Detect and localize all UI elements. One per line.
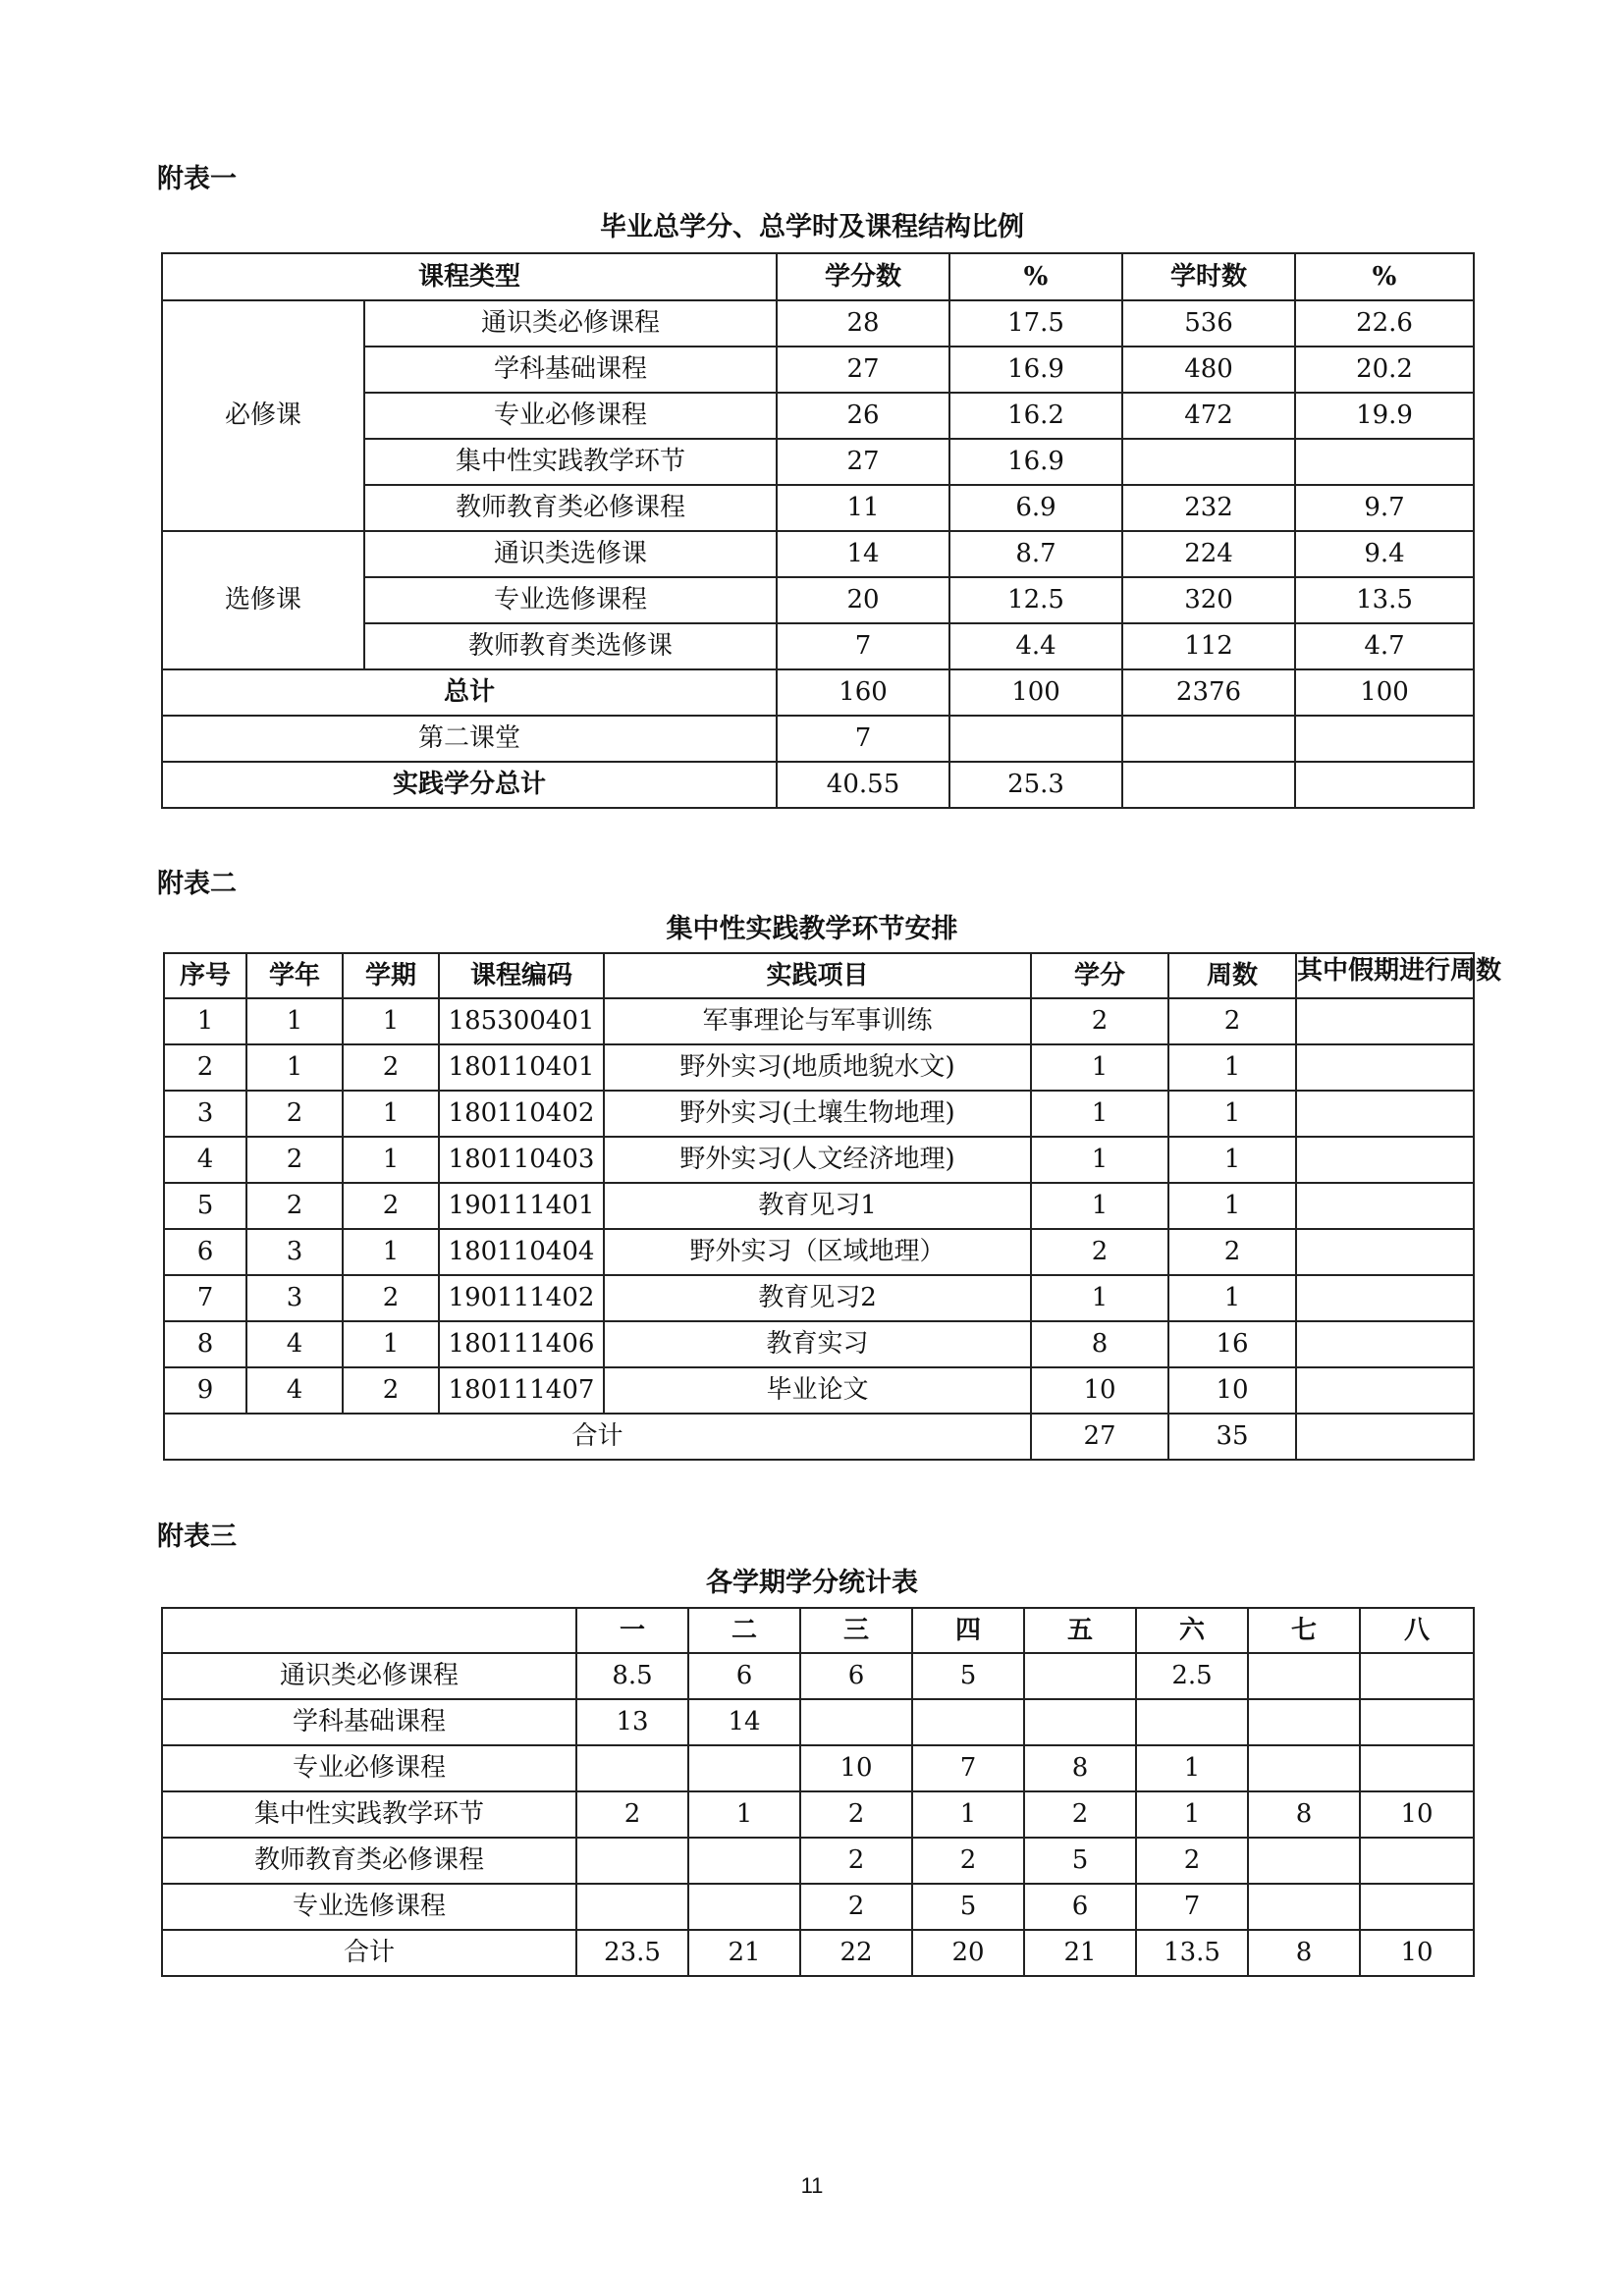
semester-credit-cell: 7 [1136, 1884, 1248, 1930]
semester-credit-cell [912, 1699, 1024, 1745]
header-weeks: 周数 [1168, 953, 1296, 998]
header-hour-percent: % [1295, 253, 1474, 300]
semester-credit-cell: 23.5 [576, 1930, 688, 1976]
holiday-weeks-cell [1296, 1044, 1474, 1091]
credit-percent-cell: 4.4 [949, 623, 1122, 669]
semester-credit-cell [800, 1699, 912, 1745]
semester-cell: 2 [343, 1275, 439, 1321]
semester-cell: 2 [343, 1367, 439, 1414]
credit-percent-cell: 100 [949, 669, 1122, 716]
hour-percent-cell: 20.2 [1295, 347, 1474, 393]
semester-credit-cell: 6 [800, 1653, 912, 1699]
table-row [164, 998, 1474, 1044]
table-row [164, 1044, 1474, 1091]
credits-cell: 7 [777, 623, 949, 669]
course-group-cell: 选修课 [162, 531, 364, 669]
credits-cell: 11 [777, 485, 949, 531]
header-semester-4: 四 [912, 1608, 1024, 1653]
weeks-cell: 1 [1168, 1091, 1296, 1137]
hours-cell: 536 [1122, 300, 1295, 347]
semester-credit-table [161, 1607, 1475, 1977]
header-index: 序号 [164, 953, 246, 998]
credits-cell: 27 [777, 439, 949, 485]
credits-cell: 2 [1031, 998, 1168, 1044]
header-semester-8: 八 [1360, 1608, 1474, 1653]
weeks-cell: 2 [1168, 1229, 1296, 1275]
semester-credit-cell [688, 1838, 800, 1884]
course-category-cell: 专业选修课程 [162, 1884, 576, 1930]
header-blank [162, 1608, 576, 1653]
table-row [162, 1838, 1474, 1884]
holiday-weeks-cell [1296, 1367, 1474, 1414]
holiday-weeks-cell [1296, 1137, 1474, 1183]
credits-cell: 27 [777, 347, 949, 393]
table-row [162, 1884, 1474, 1930]
credit-percent-cell: 6.9 [949, 485, 1122, 531]
credit-percent-cell [949, 716, 1122, 762]
practice-item-cell: 野外实习(土壤生物地理) [604, 1091, 1031, 1137]
appendix-2-label: 附表二 [157, 869, 237, 899]
semester-credit-cell: 13.5 [1136, 1930, 1248, 1976]
course-name-cell: 集中性实践教学环节 [364, 439, 777, 485]
semester-credit-cell: 21 [688, 1930, 800, 1976]
hour-percent-cell: 9.7 [1295, 485, 1474, 531]
semester-credit-cell: 2 [576, 1791, 688, 1838]
header-course-code: 课程编码 [439, 953, 604, 998]
summary-row [162, 669, 1474, 716]
course-code-cell: 180110402 [439, 1091, 604, 1137]
year-cell: 2 [246, 1137, 343, 1183]
hour-percent-cell: 19.9 [1295, 393, 1474, 439]
header-credits: 学分数 [777, 253, 949, 300]
semester-credit-cell: 1 [912, 1791, 1024, 1838]
semester-credit-cell: 2 [800, 1791, 912, 1838]
header-semester-1: 一 [576, 1608, 688, 1653]
hours-cell: 112 [1122, 623, 1295, 669]
course-name-cell: 学科基础课程 [364, 347, 777, 393]
course-group-cell: 必修课 [162, 300, 364, 531]
summary-label-cell: 第二课堂 [162, 716, 777, 762]
credit-percent-cell: 8.7 [949, 531, 1122, 577]
semester-credit-cell: 1 [1136, 1791, 1248, 1838]
credits-cell: 1 [1031, 1044, 1168, 1091]
table-row [162, 1745, 1474, 1791]
table-row [164, 1275, 1474, 1321]
credits-cell: 2 [1031, 1229, 1168, 1275]
weeks-cell: 10 [1168, 1367, 1296, 1414]
header-semester: 学期 [343, 953, 439, 998]
practice-item-cell: 教育见习2 [604, 1275, 1031, 1321]
semester-credit-cell [1360, 1884, 1474, 1930]
year-cell: 1 [246, 998, 343, 1044]
semester-cell: 2 [343, 1183, 439, 1229]
practice-item-cell: 毕业论文 [604, 1367, 1031, 1414]
semester-credit-cell [1360, 1838, 1474, 1884]
semester-credit-cell [1248, 1838, 1360, 1884]
credits-cell: 1 [1031, 1137, 1168, 1183]
index-cell: 5 [164, 1183, 246, 1229]
table-row [162, 1791, 1474, 1838]
hour-percent-cell: 22.6 [1295, 300, 1474, 347]
semester-credit-cell: 8 [1248, 1930, 1360, 1976]
practice-item-cell: 教育实习 [604, 1321, 1031, 1367]
semester-credit-cell: 5 [1024, 1838, 1136, 1884]
credits-cell: 1 [1031, 1183, 1168, 1229]
semester-credit-cell: 13 [576, 1699, 688, 1745]
header-credits: 学分 [1031, 953, 1168, 998]
hour-percent-cell [1295, 716, 1474, 762]
header-semester-3: 三 [800, 1608, 912, 1653]
credits-cell: 8 [1031, 1321, 1168, 1367]
table-row [164, 1091, 1474, 1137]
course-code-cell: 190111402 [439, 1275, 604, 1321]
header-year: 学年 [246, 953, 343, 998]
semester-credit-cell: 1 [688, 1791, 800, 1838]
weeks-cell: 16 [1168, 1321, 1296, 1367]
credits-cell: 1 [1031, 1275, 1168, 1321]
hours-cell [1122, 762, 1295, 808]
year-cell: 2 [246, 1183, 343, 1229]
hours-cell: 224 [1122, 531, 1295, 577]
course-code-cell: 180110401 [439, 1044, 604, 1091]
semester-credit-cell: 2 [800, 1884, 912, 1930]
index-cell: 9 [164, 1367, 246, 1414]
holiday-weeks-cell [1296, 998, 1474, 1044]
table-row [164, 1137, 1474, 1183]
semester-cell: 1 [343, 1321, 439, 1367]
semester-credit-cell [688, 1884, 800, 1930]
header-semester-6: 六 [1136, 1608, 1248, 1653]
semester-credit-cell: 14 [688, 1699, 800, 1745]
header-semester-7: 七 [1248, 1608, 1360, 1653]
year-cell: 4 [246, 1367, 343, 1414]
weeks-cell: 35 [1168, 1414, 1296, 1460]
course-code-cell: 180110403 [439, 1137, 604, 1183]
holiday-weeks-cell [1296, 1183, 1474, 1229]
table-row [164, 1229, 1474, 1275]
credit-percent-cell: 16.2 [949, 393, 1122, 439]
holiday-weeks-cell [1296, 1229, 1474, 1275]
table-1-title: 毕业总学分、总学时及课程结构比例 [600, 212, 1024, 242]
semester-credit-cell: 20 [912, 1930, 1024, 1976]
header-row [162, 1608, 1474, 1653]
credits-cell: 20 [777, 577, 949, 623]
course-name-cell: 教师教育类选修课 [364, 623, 777, 669]
semester-cell: 2 [343, 1044, 439, 1091]
hour-percent-cell [1295, 439, 1474, 485]
semester-cell: 1 [343, 1137, 439, 1183]
credit-percent-cell: 12.5 [949, 577, 1122, 623]
weeks-cell: 1 [1168, 1275, 1296, 1321]
credits-cell: 40.55 [777, 762, 949, 808]
semester-credit-cell: 2 [800, 1838, 912, 1884]
hours-cell: 472 [1122, 393, 1295, 439]
semester-credit-cell: 2.5 [1136, 1653, 1248, 1699]
hours-cell [1122, 439, 1295, 485]
semester-cell: 1 [343, 998, 439, 1044]
course-category-cell: 通识类必修课程 [162, 1653, 576, 1699]
year-cell: 4 [246, 1321, 343, 1367]
practice-item-cell: 教育见习1 [604, 1183, 1031, 1229]
semester-credit-cell [1136, 1699, 1248, 1745]
hours-cell [1122, 716, 1295, 762]
weeks-cell: 1 [1168, 1044, 1296, 1091]
semester-credit-cell [1248, 1653, 1360, 1699]
course-name-cell: 专业选修课程 [364, 577, 777, 623]
hour-percent-cell: 13.5 [1295, 577, 1474, 623]
semester-credit-cell: 8.5 [576, 1653, 688, 1699]
semester-credit-cell: 6 [688, 1653, 800, 1699]
semester-credit-cell [1024, 1699, 1136, 1745]
semester-credit-cell: 5 [912, 1653, 1024, 1699]
semester-credit-cell: 21 [1024, 1930, 1136, 1976]
hour-percent-cell: 4.7 [1295, 623, 1474, 669]
course-name-cell: 专业必修课程 [364, 393, 777, 439]
credit-structure-table [161, 252, 1475, 809]
credits-cell: 1 [1031, 1091, 1168, 1137]
holiday-weeks-cell [1296, 1414, 1474, 1460]
semester-credit-cell [1248, 1699, 1360, 1745]
hours-cell: 480 [1122, 347, 1295, 393]
hours-cell: 2376 [1122, 669, 1295, 716]
header-semester-2: 二 [688, 1608, 800, 1653]
header-holiday-weeks: 其中假期进行周数 [1296, 953, 1474, 998]
index-cell: 1 [164, 998, 246, 1044]
practice-item-cell: 野外实习(地质地貌水文) [604, 1044, 1031, 1091]
semester-credit-cell [1024, 1653, 1136, 1699]
appendix-1-label: 附表一 [157, 164, 237, 194]
index-cell: 7 [164, 1275, 246, 1321]
index-cell: 8 [164, 1321, 246, 1367]
hours-cell: 320 [1122, 577, 1295, 623]
semester-credit-cell [576, 1838, 688, 1884]
course-code-cell: 185300401 [439, 998, 604, 1044]
summary-row [162, 716, 1474, 762]
hour-percent-cell: 100 [1295, 669, 1474, 716]
table-row [162, 1930, 1474, 1976]
course-name-cell: 通识类必修课程 [364, 300, 777, 347]
credit-percent-cell: 16.9 [949, 347, 1122, 393]
year-cell: 3 [246, 1275, 343, 1321]
semester-credit-cell: 5 [912, 1884, 1024, 1930]
table-row [164, 1321, 1474, 1367]
semester-credit-cell: 10 [1360, 1930, 1474, 1976]
practice-schedule-table [163, 952, 1502, 1461]
weeks-cell: 1 [1168, 1137, 1296, 1183]
table-row [162, 1699, 1474, 1745]
course-code-cell: 180111406 [439, 1321, 604, 1367]
credits-cell: 10 [1031, 1367, 1168, 1414]
course-category-cell: 集中性实践教学环节 [162, 1791, 576, 1838]
page-number: 11 [800, 2173, 824, 2198]
semester-credit-cell: 1 [1136, 1745, 1248, 1791]
header-credit-percent: % [949, 253, 1122, 300]
semester-credit-cell [688, 1745, 800, 1791]
index-cell: 4 [164, 1137, 246, 1183]
course-category-cell: 学科基础课程 [162, 1699, 576, 1745]
semester-credit-cell: 2 [1136, 1838, 1248, 1884]
table-2-title: 集中性实践教学环节安排 [666, 914, 958, 944]
table-3-title: 各学期学分统计表 [706, 1568, 918, 1598]
semester-credit-cell: 2 [1024, 1791, 1136, 1838]
semester-cell: 1 [343, 1091, 439, 1137]
header-practice-item: 实践项目 [604, 953, 1031, 998]
credits-cell: 160 [777, 669, 949, 716]
total-label-cell: 合计 [164, 1414, 1031, 1460]
course-category-cell: 专业必修课程 [162, 1745, 576, 1791]
holiday-weeks-cell [1296, 1275, 1474, 1321]
practice-item-cell: 军事理论与军事训练 [604, 998, 1031, 1044]
credits-cell: 28 [777, 300, 949, 347]
credit-percent-cell: 16.9 [949, 439, 1122, 485]
table-row [162, 300, 1474, 347]
course-name-cell: 通识类选修课 [364, 531, 777, 577]
course-category-cell: 教师教育类必修课程 [162, 1838, 576, 1884]
summary-label-cell: 实践学分总计 [162, 762, 777, 808]
year-cell: 3 [246, 1229, 343, 1275]
semester-credit-cell: 2 [912, 1838, 1024, 1884]
weeks-cell: 1 [1168, 1183, 1296, 1229]
semester-credit-cell: 6 [1024, 1884, 1136, 1930]
table-row [164, 1367, 1474, 1414]
semester-credit-cell: 8 [1248, 1791, 1360, 1838]
credits-cell: 14 [777, 531, 949, 577]
credit-percent-cell: 25.3 [949, 762, 1122, 808]
summary-label-cell: 总计 [162, 669, 777, 716]
semester-credit-cell: 10 [800, 1745, 912, 1791]
table-row [162, 531, 1474, 577]
semester-credit-cell: 8 [1024, 1745, 1136, 1791]
semester-cell: 1 [343, 1229, 439, 1275]
course-name-cell: 教师教育类必修课程 [364, 485, 777, 531]
weeks-cell: 2 [1168, 998, 1296, 1044]
course-code-cell: 190111401 [439, 1183, 604, 1229]
hours-cell: 232 [1122, 485, 1295, 531]
semester-credit-cell: 7 [912, 1745, 1024, 1791]
credits-cell: 27 [1031, 1414, 1168, 1460]
practice-item-cell: 野外实习（区域地理） [604, 1229, 1031, 1275]
course-category-cell: 合计 [162, 1930, 576, 1976]
header-course-type: 课程类型 [162, 253, 777, 300]
semester-credit-cell [576, 1884, 688, 1930]
header-hours: 学时数 [1122, 253, 1295, 300]
year-cell: 1 [246, 1044, 343, 1091]
credit-percent-cell: 17.5 [949, 300, 1122, 347]
course-code-cell: 180111407 [439, 1367, 604, 1414]
semester-credit-cell [1248, 1884, 1360, 1930]
holiday-weeks-cell [1296, 1321, 1474, 1367]
index-cell: 2 [164, 1044, 246, 1091]
semester-credit-cell [1360, 1745, 1474, 1791]
credits-cell: 7 [777, 716, 949, 762]
semester-credit-cell [1360, 1699, 1474, 1745]
table-row [162, 1653, 1474, 1699]
semester-credit-cell [576, 1745, 688, 1791]
credits-cell: 26 [777, 393, 949, 439]
header-semester-5: 五 [1024, 1608, 1136, 1653]
practice-item-cell: 野外实习(人文经济地理) [604, 1137, 1031, 1183]
hour-percent-cell [1295, 762, 1474, 808]
total-row [164, 1414, 1474, 1460]
index-cell: 6 [164, 1229, 246, 1275]
hour-percent-cell: 9.4 [1295, 531, 1474, 577]
summary-row [162, 762, 1474, 808]
appendix-3-label: 附表三 [157, 1522, 237, 1552]
semester-credit-cell: 22 [800, 1930, 912, 1976]
index-cell: 3 [164, 1091, 246, 1137]
course-code-cell: 180110404 [439, 1229, 604, 1275]
semester-credit-cell [1248, 1745, 1360, 1791]
semester-credit-cell: 10 [1360, 1791, 1474, 1838]
year-cell: 2 [246, 1091, 343, 1137]
semester-credit-cell [1360, 1653, 1474, 1699]
table-row [164, 1183, 1474, 1229]
holiday-weeks-cell [1296, 1091, 1474, 1137]
